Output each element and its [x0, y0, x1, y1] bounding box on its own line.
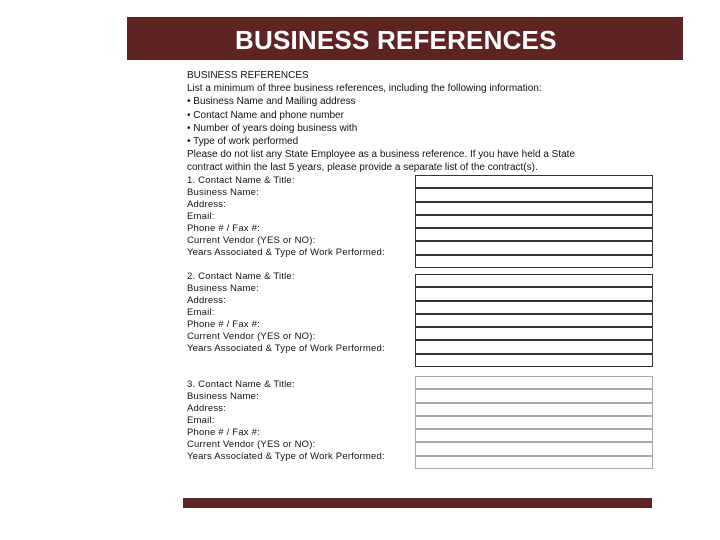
address-label: Address:	[187, 403, 227, 414]
contact-name-label: 2. Contact Name & Title:	[187, 271, 295, 282]
current-vendor-label: Current Vendor (YES or NO):	[187, 331, 316, 342]
phone-fax-field[interactable]	[415, 327, 653, 340]
instructions-bullet: • Business Name and Mailing address	[187, 96, 356, 108]
business-name-field[interactable]	[415, 389, 653, 402]
years-work-label: Years Associated & Type of Work Performed:	[187, 343, 385, 354]
reference-3-fields	[415, 376, 653, 469]
contact-name-field[interactable]	[415, 175, 653, 188]
instructions	[187, 69, 627, 175]
address-label: Address:	[187, 199, 227, 210]
contact-name-label: 1. Contact Name & Title:	[187, 175, 295, 186]
instructions-line: List a minimum of three business references, including the following information:	[187, 83, 542, 95]
email-field[interactable]	[415, 215, 653, 228]
address-field[interactable]	[415, 403, 653, 416]
current-vendor-field[interactable]	[415, 442, 653, 455]
address-field[interactable]	[415, 202, 653, 215]
phone-fax-field[interactable]	[415, 429, 653, 442]
footer-bar	[183, 498, 652, 508]
reference-1-fields	[415, 175, 653, 268]
current-vendor-label: Current Vendor (YES or NO):	[187, 439, 316, 450]
page-title: BUSINESS REFERENCES	[235, 25, 557, 55]
address-field[interactable]	[415, 301, 653, 314]
reference-3-labels	[187, 379, 412, 463]
instructions-note: contract within the last 5 years, please provide a separate list of the contract(s).	[187, 162, 538, 174]
years-work-field[interactable]	[415, 456, 653, 469]
business-name-field[interactable]	[415, 188, 653, 201]
instructions-heading: BUSINESS REFERENCES	[187, 70, 309, 81]
business-name-label: Business Name:	[187, 391, 259, 402]
current-vendor-label: Current Vendor (YES or NO):	[187, 235, 316, 246]
contact-name-field[interactable]	[415, 376, 653, 389]
contact-name-label: 3. Contact Name & Title:	[187, 379, 295, 390]
phone-fax-label: Phone # / Fax #:	[187, 223, 260, 234]
contact-name-field[interactable]	[415, 274, 653, 287]
business-name-label: Business Name:	[187, 283, 259, 294]
business-name-field[interactable]	[415, 287, 653, 300]
instructions-bullet: • Number of years doing business with	[187, 122, 358, 134]
reference-2-fields	[415, 274, 653, 367]
years-work-field[interactable]	[415, 255, 653, 268]
phone-fax-field[interactable]	[415, 228, 653, 241]
business-name-label: Business Name:	[187, 187, 259, 198]
reference-2-labels	[187, 271, 412, 355]
email-label: Email:	[187, 211, 215, 222]
instructions-bullet: • Type of work performed	[187, 135, 299, 147]
instructions-bullet: • Contact Name and phone number	[187, 109, 344, 121]
instructions-note: Please do not list any State Employee as a business reference. If you have held a State	[187, 149, 576, 161]
email-field[interactable]	[415, 314, 653, 327]
email-label: Email:	[187, 415, 215, 426]
years-work-label: Years Associated & Type of Work Performed:	[187, 451, 385, 462]
current-vendor-field[interactable]	[415, 241, 653, 254]
phone-fax-label: Phone # / Fax #:	[187, 319, 260, 330]
email-label: Email:	[187, 307, 215, 318]
current-vendor-field[interactable]	[415, 340, 653, 353]
years-work-field[interactable]	[415, 354, 653, 367]
phone-fax-label: Phone # / Fax #:	[187, 427, 260, 438]
address-label: Address:	[187, 295, 227, 306]
email-field[interactable]	[415, 416, 653, 429]
years-work-label: Years Associated & Type of Work Performed:	[187, 247, 385, 258]
reference-1-labels	[187, 175, 412, 259]
